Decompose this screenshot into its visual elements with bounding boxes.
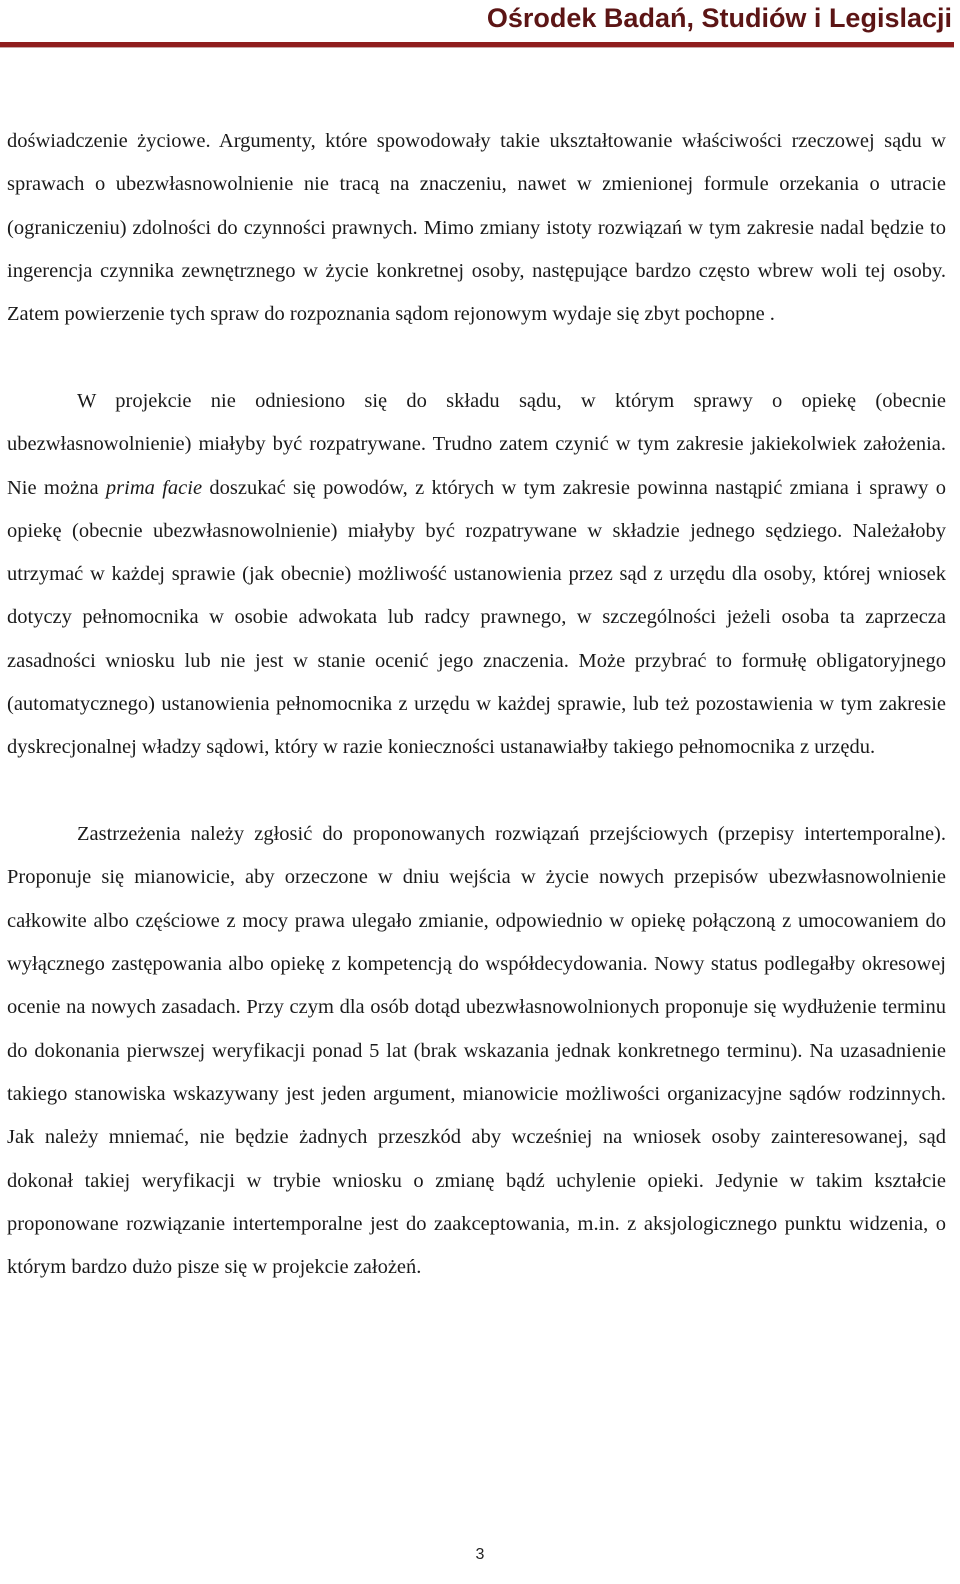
paragraph-1: doświadczenie życiowe. Argumenty, które spowodowały takie ukształtowanie właściwości rzeczowej sądu w sprawach o ubezwłasnowolnienie nie tracą na znaczeniu, nawet w zmienionej formule orzekania o utracie (ograniczeniu) zdolności do czynności prawnych. Mimo zmiany istoty rozwiązań w tym zakresie nadal będzie to ingerencja czynnika zewnętrznego w życie konkretnej osoby, następujące bardzo często wbrew woli tej osoby. Zatem powierzenie tych spraw do rozpoznania sądom rejonowym wydaje się zbyt pochopne .	[7, 130, 946, 326]
page-header	[0, 0, 960, 50]
paragraph-2	[7, 380, 946, 770]
paragraph-2-text-b: doszukać się powodów, z których w tym zakresie powinna nastąpić zmiana i sprawy o opiekę (obecnie ubezwłasnowolnienie) miałyby być rozpatrywane w składzie jednego sędziego. Należałoby utrzymać w każdej sprawie (jak obecnie) możliwość ustanowienia przez sąd z urzędu dla osoby, której wniosek dotyczy pełnomocnika w osobie adwokata lub radcy prawnego, w szczególności jeżeli osoba ta zaprzecza zasadności wniosku lub nie jest w stanie ocenić jego znaczenia. Może przybrać to formułę obligatoryjnego (automatycznego) ustanowienia pełnomocnika z urzędu w każdej sprawie, lub też pozostawienia w tym zakresie dyskrecjonalnej władzy sądowi, który w razie konieczności ustanawiałby takiego pełnomocnika z urzędu.	[7, 476, 946, 759]
paragraph-spacer	[7, 336, 946, 380]
page-number: 3	[475, 1546, 485, 1563]
paragraph-3: Zastrzeżenia należy zgłosić do proponowanych rozwiązań przejściowych (przepisy intertemporalne). Proponuje się mianowicie, aby orzeczone w dniu wejścia w życie nowych przepisów ubezwłasnowolnienie całkowite albo częściowe z mocy prawa ulegało zmianie, odpowiednio w opiekę połączoną z umocowaniem do wyłącznego zastępowania albo opiekę z kompetencją do współdecydowania. Nowy status podlegałby okresowej ocenie na nowych zasadach. Przy czym dla osób dotąd ubezwłasnowolnionych proponuje się wydłużenie terminu do dokonania pierwszej weryfikacji ponad 5 lat (brak wskazania jednak konkretnego terminu). Na uzasadnienie takiego stanowiska wskazywany jest jeden argument, mianowicie możliwości organizacyjne sądów rodzinnych. Jak należy mniemać, nie będzie żadnych przeszkód aby wcześniej na wniosek osoby zainteresowanej, sąd dokonał takiej weryfikacji w trybie wniosku o zmianę bądź uchylenie opieki. Jedynie w takim kształcie proponowane rozwiązanie intertemporalne jest do zaakceptowania, m.in. z aksjologicznego punktu widzenia, o którym bardzo dużo pisze się w projekcie założeń.	[7, 823, 946, 1279]
paragraph-2-text-a: W projekcie nie odniesiono się do składu sądu, w którym sprawy o opiekę (obecnie ubezwłasnowolnienie) miałyby być rozpatrywane. Trudno zatem czynić w tym zakresie jakiekolwiek założenia. Nie można	[7, 389, 946, 499]
document-body	[7, 120, 946, 1289]
header-divider	[0, 42, 954, 48]
header-title: Ośrodek Badań, Studiów i Legislacji	[486, 3, 952, 33]
paragraph-spacer	[7, 770, 946, 814]
paragraph-2-italic-phrase: prima facie	[105, 476, 203, 499]
